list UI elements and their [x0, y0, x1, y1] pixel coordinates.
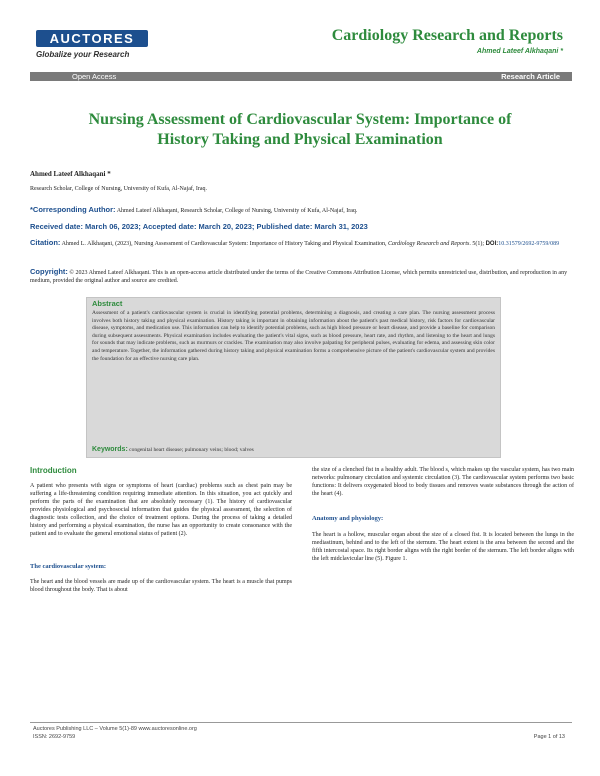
doi-link[interactable]: 10.31579/2692-9759/089: [498, 241, 560, 247]
keywords-label: Keywords:: [92, 446, 128, 453]
title-line-1: Nursing Assessment of Cardiovascular System: Importance of: [88, 111, 512, 128]
footer-publisher: Auctores Publishing LLC – Volume 5(1)-89 www.auctoresonline.org: [33, 726, 197, 732]
abstract-heading: Abstract: [92, 299, 123, 308]
author-name: Ahmed Lateef Alkhaqani *: [30, 170, 111, 178]
running-author: Ahmed Lateef Alkhaqani *: [476, 48, 563, 55]
article-dates: Received date: March 06, 2023; Accepted date: March 20, 2023; Published date: March 31, 2023: [30, 222, 368, 231]
abstract-body: Assessment of a patient's cardiovascular system is crucial in identifying potential problems, determining a diagnosis, and creating a care plan. The nursing assessment process involves both history taking and physical examination. History taking is important in obtaining information about the patient's past medical history, risk factors for cardiovascular disease, symptoms, and medication use. This information can help to identify potential problems, such as high blood pressure or heart disease, and provide a baseline for comparison during subsequent assessments. Physical examination includes evaluating the patient's vital signs, such as blood pressure, heart rate, and rhythm, and listening to the heart and lungs for sounds that may indicate problems, such as murmurs or crackles. The examination may also involve palpating for peripheral pulses, evaluating for edema, and assessing skin color and temperature. Together, the information gathered during history taking and physical examination forms a comprehensive picture of the patient's cardiovascular system and provides the foundation for an effective nursing care plan.: [92, 310, 495, 362]
cardiovascular-system-heading: The cardiovascular system:: [30, 563, 107, 570]
footer-issn: ISSN: 2692-9759: [33, 734, 76, 740]
corresponding-label: *Corresponding Author:: [30, 205, 116, 214]
corresponding-text: Ahmed Lateef Alkhaqani, Research Scholar, College of Nursing, University of Kufa, Al-Najaf, Iraq.: [116, 208, 358, 214]
anatomy-heading: Anatomy and physiology:: [312, 515, 384, 522]
right-paragraph-2: The heart is a hollow, muscular organ about the size of a closed fist. It is located between the lungs in the mediastinum, behind and to the left of the sternum. The heart extent is the area between the second and the fifth intercostal space. Its right border aligns with the right border of the sternum. The left border aligns with the left midclavicular line (5). Figure 1.: [312, 532, 574, 562]
keywords-text: congenital heart disease; pulmonary veins; blood; valves: [129, 447, 254, 453]
copyright: [30, 268, 570, 285]
copyright-text: © 2023 Ahmed Lateef Alkhaqani. This is an open-access article distributed under the terms of the Creative Commons Attribution License, which permits unrestricted use, distribution, and reproduction in any medium, provided the original author and source are credited.: [30, 270, 568, 284]
citation: [30, 239, 570, 248]
citation-label: Citation:: [30, 238, 61, 247]
publisher-logo: [36, 30, 148, 47]
footer-divider: [30, 722, 572, 723]
journal-title: Cardiology Research and Reports: [331, 27, 563, 44]
intro-paragraph-2: The heart and the blood vessels are made up of the cardiovascular system. The heart is a muscle that pumps blood throughout the body. That is about: [30, 579, 292, 593]
corresponding-author: [30, 205, 357, 214]
citation-text: Ahmed L. Alkhaqani, (2023), Nursing Assessment of Cardiovascular System: Importance of History Taking and Physical Examination,: [61, 241, 387, 247]
open-access-label: Open Access: [72, 72, 117, 81]
affiliation: Research Scholar, College of Nursing, University of Kufa, Al-Najaf, Iraq.: [30, 186, 208, 192]
title-line-2: History Taking and Physical Examination: [157, 131, 443, 148]
article-type-label: Research Article: [501, 72, 560, 81]
citation-journal: Cardiology Research and Reports: [388, 241, 470, 247]
keywords: [92, 446, 254, 453]
right-paragraph-1: the size of a clenched fist in a healthy adult. The blood s, which makes up the vascular system, has two main networks: pulmonary circulation and systemic circulation (3). The cardiovascular system performs two basic functions: It delivers oxygenated blood to body tissues and removes waste substances through the action of the heart (4).: [312, 467, 574, 497]
copyright-label: Copyright:: [30, 267, 68, 276]
page-number: Page 1 of 13: [533, 734, 565, 740]
logo-text: AUCTORES: [49, 31, 135, 46]
intro-paragraph-1: A patient who presents with signs or symptoms of heart (cardiac) problems such as chest pain may be suffering a life-threatening condition requiring immediate attention. In this situation, you act quickly and perform the parts of the examination that are absolutely necessary (1). The history of cardiovascular provides physiological and psychosocial information that guides the physical assessment, the selection of diagnostic tests collection, and the choice of treatment options. During the process of taking a detailed history and performing a physical examination, the nurse has an opportunity to create consonance with the patient and to evaluate the general emotional status of patient (2).: [30, 483, 292, 537]
citation-volume: . 5(1);: [469, 241, 485, 247]
doi-label: DOI:: [485, 241, 499, 247]
logo-tagline: Globalize your Research: [36, 50, 130, 59]
introduction-heading: Introduction: [30, 466, 77, 475]
article-title: [30, 110, 570, 150]
